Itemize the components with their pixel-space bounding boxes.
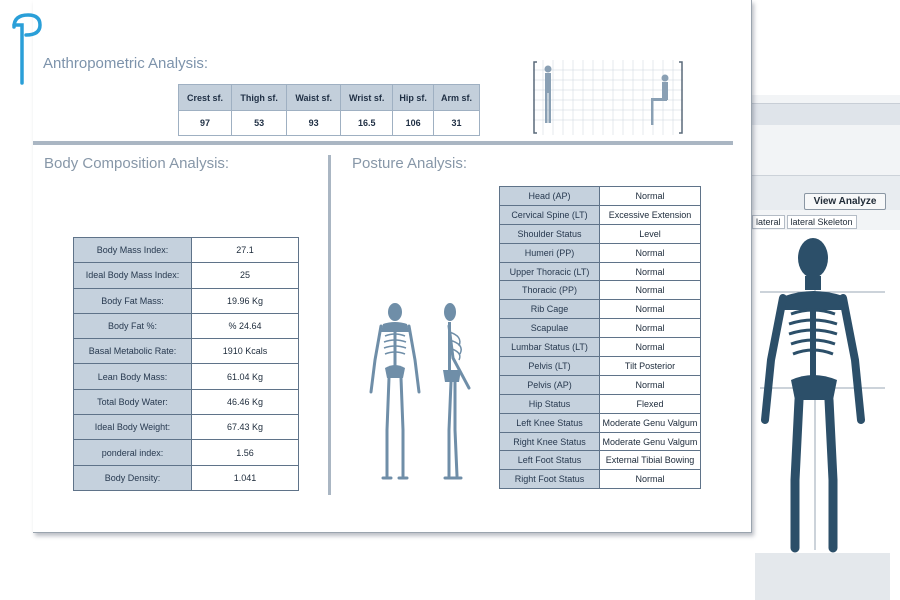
table-row bbox=[500, 375, 701, 394]
table-cell: 53 bbox=[232, 111, 287, 136]
brand-logo-icon bbox=[12, 13, 42, 85]
row-label: Left Foot Status bbox=[500, 451, 600, 470]
row-label: Body Fat Mass: bbox=[74, 288, 192, 313]
tab-lateral-skeleton[interactable]: lateral Skeleton bbox=[787, 215, 857, 229]
table-cell: 106 bbox=[393, 111, 434, 136]
row-value: Level bbox=[600, 224, 701, 243]
row-value: 46.46 Kg bbox=[192, 389, 299, 414]
row-label: Pelvis (LT) bbox=[500, 357, 600, 376]
table-row bbox=[500, 413, 701, 432]
tab-lateral[interactable]: lateral bbox=[752, 215, 785, 229]
column-header: Wrist sf. bbox=[341, 85, 393, 111]
table-row bbox=[500, 243, 701, 262]
row-value: 19.96 Kg bbox=[192, 288, 299, 313]
row-value: Normal bbox=[600, 375, 701, 394]
row-value: 67.43 Kg bbox=[192, 415, 299, 440]
row-value: Normal bbox=[600, 187, 701, 206]
table-row bbox=[500, 187, 701, 206]
posture-table bbox=[499, 186, 701, 489]
row-label: Body Fat %: bbox=[74, 313, 192, 338]
skeleton-views-icon bbox=[365, 300, 485, 485]
row-label: Right Foot Status bbox=[500, 470, 600, 489]
anthropometric-title: Anthropometric Analysis: bbox=[43, 55, 209, 72]
row-value: 61.04 Kg bbox=[192, 364, 299, 389]
background-title-bar bbox=[752, 103, 900, 125]
table-row bbox=[74, 263, 299, 288]
table-row bbox=[74, 313, 299, 338]
row-label: Head (AP) bbox=[500, 187, 600, 206]
table-row bbox=[500, 205, 701, 224]
background-footer bbox=[755, 553, 890, 600]
column-header: Crest sf. bbox=[179, 85, 232, 111]
column-header: Hip sf. bbox=[393, 85, 434, 111]
row-label: Basal Metabolic Rate: bbox=[74, 339, 192, 364]
row-label: Ideal Body Weight: bbox=[74, 415, 192, 440]
table-row bbox=[74, 440, 299, 465]
column-header: Waist sf. bbox=[287, 85, 341, 111]
row-label: Upper Thoracic (LT) bbox=[500, 262, 600, 281]
table-row bbox=[500, 319, 701, 338]
section-divider-horizontal bbox=[33, 141, 733, 145]
row-label: Humeri (PP) bbox=[500, 243, 600, 262]
row-value: Normal bbox=[600, 262, 701, 281]
column-header: Arm sf. bbox=[434, 85, 480, 111]
row-label: Left Knee Status bbox=[500, 413, 600, 432]
posture-analysis-title: Posture Analysis: bbox=[352, 155, 468, 172]
table-row bbox=[500, 394, 701, 413]
table-row bbox=[500, 338, 701, 357]
anthropometric-table bbox=[178, 84, 480, 136]
table-row bbox=[500, 451, 701, 470]
row-label: ponderal index: bbox=[74, 440, 192, 465]
row-value: Normal bbox=[600, 470, 701, 489]
row-label: Right Knee Status bbox=[500, 432, 600, 451]
table-row bbox=[500, 281, 701, 300]
table-row bbox=[500, 262, 701, 281]
row-value: Moderate Genu Valgum bbox=[600, 432, 701, 451]
row-value: Excessive Extension bbox=[600, 205, 701, 224]
row-label: Total Body Water: bbox=[74, 389, 192, 414]
table-row bbox=[74, 238, 299, 263]
table-row bbox=[500, 300, 701, 319]
table-row bbox=[74, 339, 299, 364]
row-value: Moderate Genu Valgum bbox=[600, 413, 701, 432]
table-row bbox=[500, 432, 701, 451]
row-label: Lumbar Status (LT) bbox=[500, 338, 600, 357]
table-cell: 97 bbox=[179, 111, 232, 136]
row-label: Cervical Spine (LT) bbox=[500, 205, 600, 224]
table-row bbox=[74, 415, 299, 440]
row-value: Tilt Posterior bbox=[600, 357, 701, 376]
row-value: Normal bbox=[600, 319, 701, 338]
row-value: 1.041 bbox=[192, 465, 299, 490]
row-label: Scapulae bbox=[500, 319, 600, 338]
row-label: Shoulder Status bbox=[500, 224, 600, 243]
row-value: 27.1 bbox=[192, 238, 299, 263]
table-row bbox=[500, 470, 701, 489]
table-row bbox=[74, 389, 299, 414]
table-cell: 31 bbox=[434, 111, 480, 136]
table-row bbox=[74, 465, 299, 490]
row-label: Rib Cage bbox=[500, 300, 600, 319]
table-cell: 93 bbox=[287, 111, 341, 136]
row-label: Body Mass Index: bbox=[74, 238, 192, 263]
row-value: 1910 Kcals bbox=[192, 339, 299, 364]
table-row bbox=[500, 224, 701, 243]
row-label: Pelvis (AP) bbox=[500, 375, 600, 394]
row-value: Normal bbox=[600, 281, 701, 300]
table-cell: 16.5 bbox=[341, 111, 393, 136]
body-composition-table bbox=[73, 237, 299, 491]
posture-grid-icon bbox=[533, 60, 683, 135]
column-header: Thigh sf. bbox=[232, 85, 287, 111]
row-label: Thoracic (PP) bbox=[500, 281, 600, 300]
table-row bbox=[74, 364, 299, 389]
table-row bbox=[500, 357, 701, 376]
background-tab-strip bbox=[752, 215, 859, 229]
row-value: Normal bbox=[600, 243, 701, 262]
row-value: Normal bbox=[600, 300, 701, 319]
row-value: 1.56 bbox=[192, 440, 299, 465]
row-label: Hip Status bbox=[500, 394, 600, 413]
row-label: Ideal Body Mass Index: bbox=[74, 263, 192, 288]
table-row bbox=[74, 288, 299, 313]
large-skeleton-icon bbox=[755, 230, 890, 560]
view-analyze-button[interactable]: View Analyze bbox=[804, 193, 886, 210]
section-divider-vertical bbox=[328, 155, 331, 495]
row-label: Body Density: bbox=[74, 465, 192, 490]
anthropometric-header-row bbox=[179, 85, 480, 111]
row-value: External Tibial Bowing bbox=[600, 451, 701, 470]
anthropometric-value-row bbox=[179, 111, 480, 136]
row-label: Lean Body Mass: bbox=[74, 364, 192, 389]
row-value: Flexed bbox=[600, 394, 701, 413]
row-value: % 24.64 bbox=[192, 313, 299, 338]
row-value: Normal bbox=[600, 338, 701, 357]
body-composition-title: Body Composition Analysis: bbox=[44, 155, 230, 172]
row-value: 25 bbox=[192, 263, 299, 288]
